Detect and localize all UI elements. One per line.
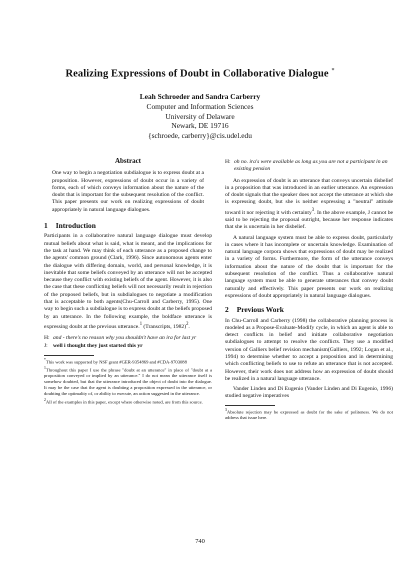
abstract-heading: Abstract — [114, 157, 142, 165]
paper-title — [0, 68, 400, 80]
author-names: Leah Schroeder and Sandra Carberry — [139, 92, 261, 101]
footnote — [44, 398, 212, 405]
utterance-text: and - there's no reason why you shouldn't have an ira for last yr — [53, 335, 197, 342]
previous-work-paragraph: In Chu-Carroll and Carberry (1998) the collaborative planning process is modeled as a Propose-Evaluate-Modify cycle, in which an agent is able to detect conflicts in belief and initiate collaborative negotiation subdialogues to attempt to resolve the conflicts. They use a modified version of Galliers belief revision mechanism(Galliers, 1992; Logan et al., 1994) to determine whether to accept a proposition and in determining which conflicting beliefs to use to refute an utterance that is not accepted. However, their work does not address how an expression of doubt should be realized in a natural language utterance. — [225, 317, 393, 382]
left-column — [44, 158, 212, 406]
section-title: Previous Work — [236, 305, 284, 315]
author-email: {schroede, carberry}@cis.udel.edu — [148, 131, 252, 141]
footnote — [44, 366, 212, 397]
intro-paragraph: Participants in a collaborative natural language dialogue must develop mutual beliefs about what is said, what is meant, and the implications for the task at hand. We may think of each utterance as a proposed change to the agents' common ground (Clark, 1996). Since autonomous agents enter the dialogue with differing domain, world, and personal knowledge, it is inevitable that some beliefs conveyed by an utterance will not be accepted because they conflict with existing beliefs of the agent. However, it is also the case that these conflicting beliefs will not necessarily result in rejection of the proposed beliefs, but in subdialogues to negotiate a modification that is acceptable to both agents(Chu-Carroll and Carberry, 1995). One way to begin such a subdialogue is to express doubt at the beliefs proposed by an utterance. In the following example, the boldface utterance is expressing doubt at the previous utterance.$^1$ (Transcripts, 1982)$^2$. — [44, 233, 212, 330]
affiliation-dept: Computer and Information Sciences — [146, 101, 254, 111]
footnote-mark: 3 — [225, 407, 227, 412]
footnote-text: Absolute rejection may be expressed as doubt for the sake of politeness. We do not address that issue here. — [225, 409, 393, 421]
affiliation-address: Newark, DE 19716 — [171, 121, 229, 131]
footnote-rule — [44, 355, 94, 356]
footnote-ref: 1 — [139, 321, 143, 327]
section-number: 1 — [44, 221, 48, 231]
dialogue-line-doubt — [44, 343, 212, 350]
utterance-text: well i thought they just started this yr — [53, 343, 143, 350]
intro-text: Participants in a collaborative natural language dialogue must develop mutual beliefs about what is said, what is meant, and the implications for the task at hand. We may think of each utterance as a proposed change to the agents' common ground (Clark, 1996). Since autonomous agents enter the dialogue with differing domain, world, and personal knowledge, it is inevitable that some beliefs conveyed by an utterance will not be accepted because they conflict with existing beliefs of the agent. However, it is also the case that these conflicting beliefs will not necessarily result in rejection of the proposed beliefs, but in subdialogues to negotiate a modification that is acceptable to both agents(Chu-Carroll and Carberry, 1995). One way to begin such a subdialogue is to express doubt at the beliefs proposed by an utterance. In the following example, the boldface utterance is expressing doubt at the previous utterance. — [44, 233, 212, 330]
dialogue-line — [44, 335, 212, 342]
intro-citation: (Transcripts, 1982) — [142, 323, 187, 330]
speaker-label: J: — [44, 343, 48, 350]
paragraph-text: . In the above example, J cannot be said to be rejecting the proposal outright, because her response indicates that she is uncertain in her disbelief. — [225, 209, 394, 231]
title-text: Realizing Expressions of Doubt in Collaborative Dialogue — [65, 68, 329, 80]
footnote-rule — [225, 405, 275, 406]
section-heading-introduction — [44, 222, 212, 229]
previous-work-paragraph: Vander Linden and Di Eugenio (Vander Linden and Di Eugenio, 1996) studied negative imperatives — [225, 386, 393, 400]
paragraph-text: An expression of doubt is an utterance that conveys uncertain disbelief in a proposition that was introduced in an earlier utterance. An expression of doubt signals that the speaker does not accept the utterance at which she is expressing doubt, but she is neither expressing a "neutral" attitude toward it nor rejecting it with certainty — [225, 177, 393, 216]
title-footnote-mark: * — [331, 68, 335, 74]
section-number: 2 — [225, 305, 229, 315]
footnote-mark: 1 — [44, 366, 46, 371]
footnote-mark: 2 — [44, 397, 46, 402]
speaker-label: H: — [225, 159, 231, 165]
footnote — [44, 358, 212, 365]
utterance-text: oh no. ira's were available as long as you are not a participant in an existing pension — [234, 159, 388, 173]
author-block — [0, 92, 400, 141]
dialogue-line — [225, 159, 393, 174]
example-dialogue-continued — [225, 159, 393, 174]
section-heading-previous-work — [225, 306, 393, 313]
right-column — [225, 158, 393, 422]
footnote — [225, 408, 393, 421]
footnote-text: Throughout this paper I use the phrase "doubt at an utterance" in place of "doubt at a proposition conveyed or implied by an utterance." I do not mean the utterance itself is somehow doubted, but that the utterance introduced the object of doubt into the dialogue. It may be the case that the agent is doubting a proposition expressed in the utterance, or doubting the optimality of, or ability to execute, an action suggested in the utterance. — [44, 367, 212, 396]
example-dialogue — [44, 335, 212, 351]
page-number: 740 — [195, 538, 205, 545]
speaker-label: H: — [44, 335, 50, 342]
system-requirement-paragraph: A natural language system must be able to express doubt, particularly in cases where it has incomplete or uncertain knowledge. Examination of natural language corpora shows that expressions of doubt may be realized in a variety of forms. Furthermore, the form of the utterance conveys information about the nature of the doubt that is important for the subsequent resolution of the conflict. Thus a collaborative natural language system must be able to generate utterances that convey doubt naturally and effectively. This paper presents our work on realizing expressions of doubt appropriately in natural language dialogues. — [225, 234, 393, 299]
footnote-text: All of the examples in this paper, except where otherwise noted, are from this source. — [45, 399, 203, 405]
footnote-ref: 3 — [311, 207, 315, 213]
footnote-text: This work was supported by NSF grant #GER-9354869 and #CDA-9703088 — [45, 359, 187, 365]
footnote-mark: * — [44, 357, 46, 362]
section-title: Introduction — [55, 221, 96, 231]
abstract-text: One way to begin a negotiation subdialogue is to express doubt at a proposition. However, expressions of doubt occur in a variety of forms, each of which conveys information about the nature of the doubt that is important for the subsequent resolution of the conflict. This paper presents our work on realizing expressions of doubt appropriately in natural language dialogues. — [52, 170, 204, 213]
footnote-ref: 2 — [186, 321, 189, 327]
affiliation-university: University of Delaware — [165, 111, 235, 121]
doubt-definition-paragraph — [225, 178, 393, 232]
